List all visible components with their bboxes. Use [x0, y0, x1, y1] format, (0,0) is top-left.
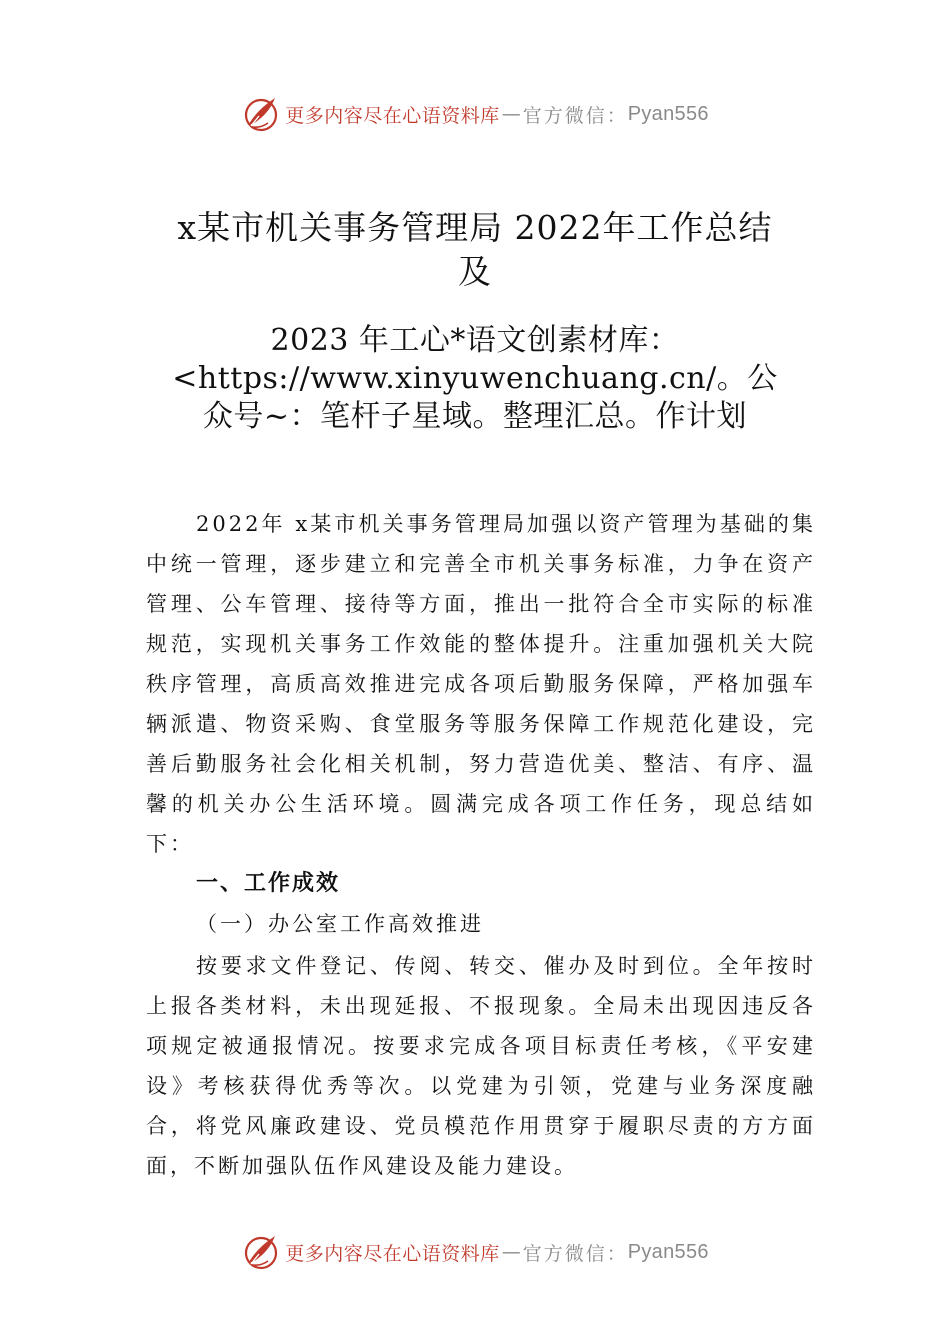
subtitle-line-3: 众号~：笔杆子星域。整理汇总。作计划	[202, 399, 748, 434]
banner-wechat-id: Pyan556	[627, 1240, 709, 1263]
banner-red-text: 更多内容尽在心语资料库	[285, 104, 500, 127]
banner-wechat-id: Pyan556	[627, 102, 709, 125]
document-title	[150, 206, 800, 294]
footer-banner	[0, 1230, 950, 1274]
quill-pen-logo-icon	[241, 94, 281, 134]
quill-pen-logo-icon	[241, 1232, 281, 1272]
title-line-1: x某市机关事务管理局 2022年工作总结	[177, 208, 773, 247]
intro-paragraph: 2022年 x某市机关事务管理局加强以资产管理为基础的集中统一管理，逐步建立和完善全市机关事务标准，力争在资产管理、公车管理、接待等方面，推出一批符合全市实际的标准规范，实现机关事务工作效能的整体提升。注重加强机关大院秩序管理，高质高效推进完成各项后勤服务保障，严格加强车辆派遣、物资采购、食堂服务等服务保障工作规范化建设，完善后勤服务社会化相关机制，努力营造优美、整洁、有序、温馨的机关办公生活环境。圆满完成各项工作任务，现总结如下：	[146, 512, 816, 856]
document-body	[146, 504, 816, 1186]
banner-dash: —	[501, 1241, 521, 1263]
office-work-paragraph: 按要求文件登记、传阅、转交、催办及时到位。全年按时上报各类材料，未出现延报、不报现象。全局未出现因违反各项规定被通报情况。按要求完成各项目标责任考核，《平安建设》考核获得优秀等次。以党建为引领，党建与业务深度融合，将党风廉政建设、党员模范作用贯穿于履职尽责的方方面面，不断加强队伍作风建设及能力建设。	[146, 954, 816, 1178]
subtitle-line-1: 2023 年工心*语文创素材库：	[270, 323, 680, 358]
subtitle-line-2: <https://www.xinyuwenchuang.cn/。公	[172, 361, 778, 396]
banner-red-text: 更多内容尽在心语资料库	[285, 1242, 500, 1265]
section-heading: 一、工作成效	[196, 871, 341, 896]
document-subtitle	[140, 322, 810, 436]
banner-wechat-label: 官方微信：	[522, 1242, 628, 1265]
title-line-2: 及	[458, 252, 492, 291]
banner-dash: —	[501, 103, 521, 125]
banner-wechat-label: 官方微信：	[522, 104, 628, 127]
header-banner	[0, 92, 950, 136]
subsection-heading: （一）办公室工作高效推进	[196, 912, 484, 936]
